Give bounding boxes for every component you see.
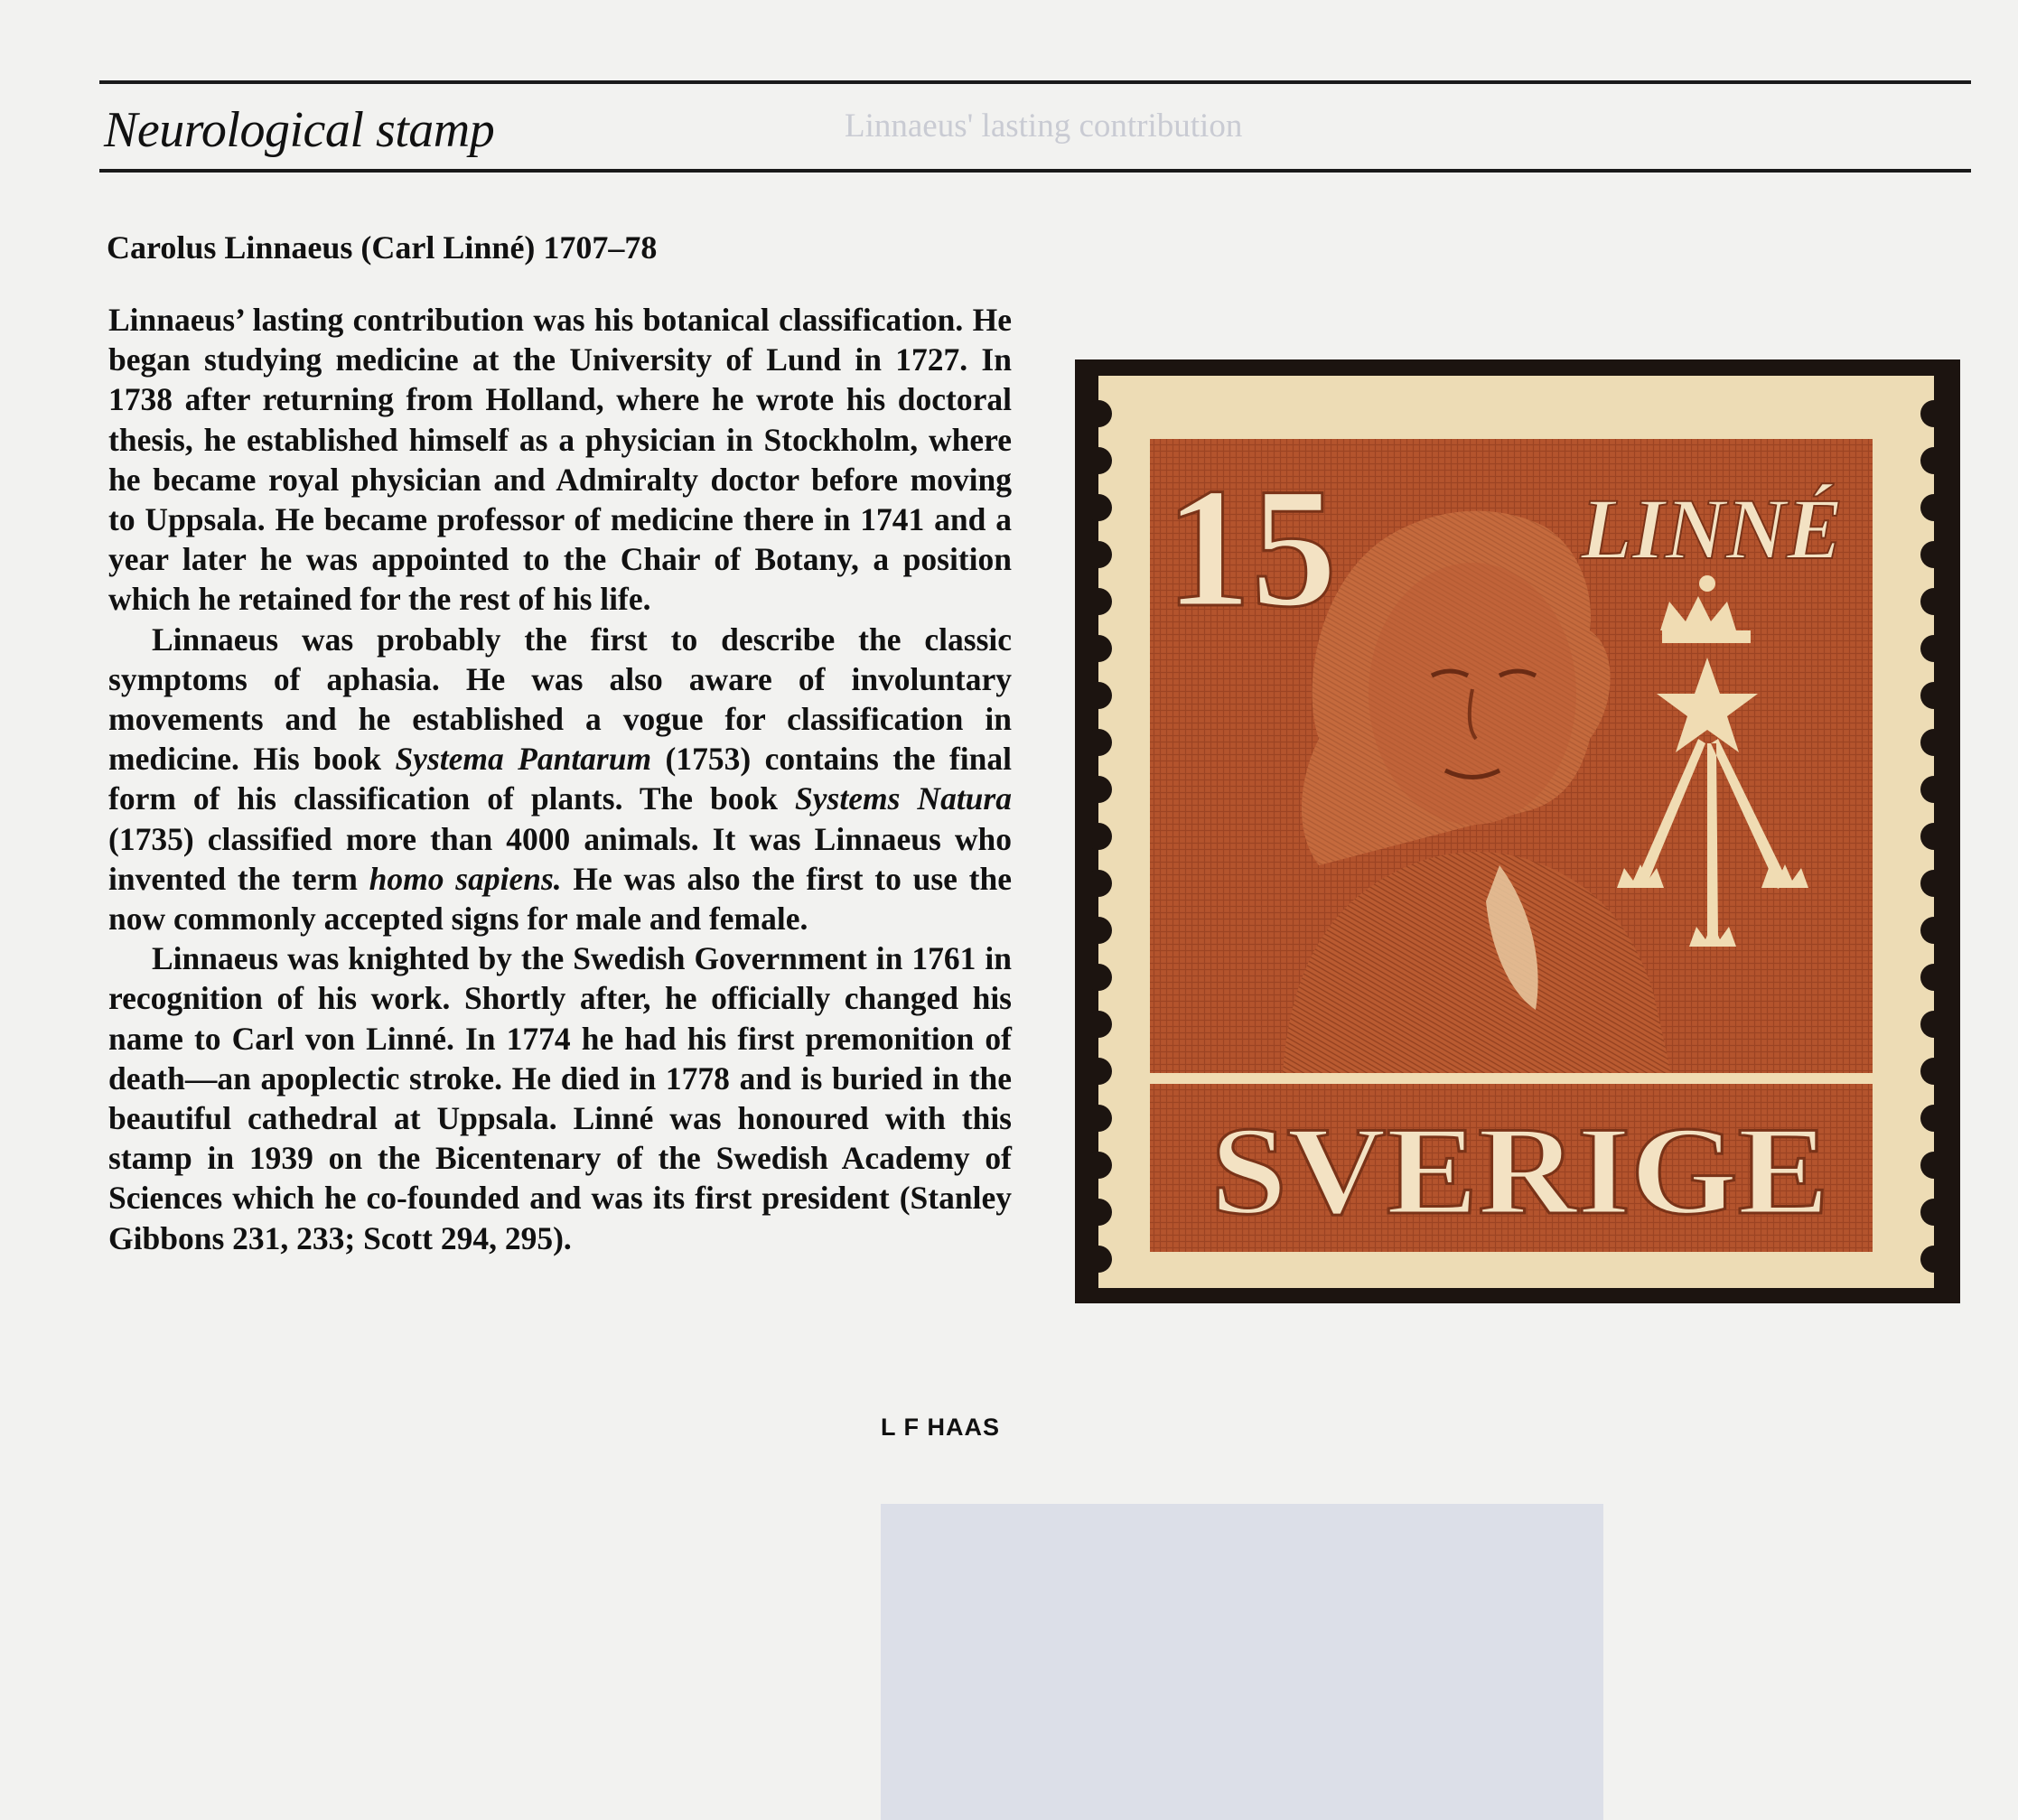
stamp-value: 15 xyxy=(1165,453,1337,643)
article-body xyxy=(108,300,1012,1258)
page-heading: Neurological stamp xyxy=(104,102,495,158)
paragraph-1: Linnaeus’ lasting contribution was his botanical classification. He began studying medicine at the University of Lund in 1727. In 1738 after returning from Holland, where he wrote his doctoral thesis, he established himself as a physician in Stockholm, where he became royal physician and Admiralty doctor before moving to Uppsala. He became professor of medicine there in 1741 and a year later he was appointed to the Chair of Botany, a position which he retained for the rest of his life. xyxy=(108,302,1012,618)
heading-rule xyxy=(99,169,1971,173)
paragraph-2: Linnaeus was probably the first to describe the classic symptoms of aphasia. He was also aware of involuntary movements and he established a vogue for classification in medicine. His book Systema Pantarum (1753) contains the final form of his classification of plants. The book Systems Natura (1735) classified more than 4000 animals. It was Linnaeus who invented the term homo sapiens. He was also the first to use the now commonly accepted signs for male and female. xyxy=(108,621,1012,938)
latin-term: homo sapiens. xyxy=(369,860,562,897)
stamp-image xyxy=(1075,359,1960,1303)
book-title-1: Systema Pantarum xyxy=(395,741,652,778)
book-title-2: Systems Natura xyxy=(795,780,1012,817)
top-rule xyxy=(99,80,1971,84)
stamp-country: SVERIGE xyxy=(1210,1101,1829,1241)
article-subtitle: Carolus Linnaeus (Carl Linné) 1707–78 xyxy=(107,229,658,266)
paragraph-3: Linnaeus was knighted by the Swedish Government in 1761 in recognition of his work. Shortly after, he officially changed his name to Carl von Linné. In 1774 he had his first premonition of death—an apoplectic stroke. He died in 1778 and is buried in the beautiful cathedral at Uppsala. Linné was honoured with this stamp in 1939 on the Bicentenary of the Swedish Academy of Sciences which he co-founded and was its first president (Stanley Gibbons 231, 233; Scott 294, 295). xyxy=(108,940,1012,1256)
author-byline: L F HAAS xyxy=(881,1414,1001,1441)
stamp-name: LINNÉ xyxy=(1580,481,1843,577)
